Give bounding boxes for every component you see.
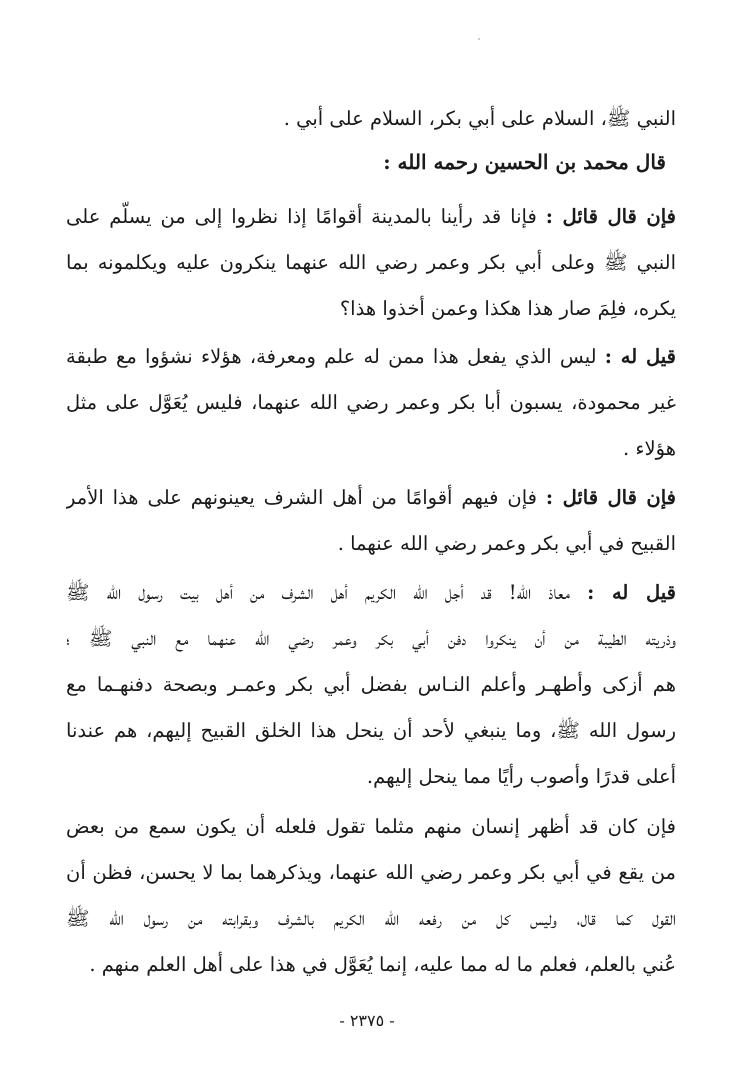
- paragraph-line: وذريته الطيبة من أن ينكروا دفن أبي بكر وعمر رضي الله عنهما مع النبي ﷺ ؛: [66, 627, 676, 650]
- paragraph-line: من يقع في أبي بكر وعمر رضي الله عنهما، ويذكرهما بما لا يحسن، فظن أن: [66, 861, 676, 884]
- paragraph-lead: قيل له :: [587, 581, 676, 604]
- paragraph-lead: فإن قال قائل :: [545, 205, 676, 228]
- paragraph-line: [66, 475, 676, 521]
- line-text: فإنا قد رأينا بالمدينة أقوامًا إذا نظروا إلى من يسلّم على: [66, 205, 537, 228]
- paragraph-line: القول كما قال، وليس كل من رفعه الله الكريم بالشرف وبقرابته من رسول الله ﷺ: [66, 907, 676, 930]
- paragraph-line: عُني بالعلم، فعلم ما له مما عليه، إنما يُعَوَّل في هذا على أهل العلم منهم .: [89, 953, 676, 976]
- paragraph-line: [66, 570, 676, 616]
- scan-speck: [478, 38, 480, 40]
- paragraph-4: [66, 570, 676, 800]
- paragraph-3: [66, 475, 676, 567]
- paragraph-line: رسول الله ﷺ، وما ينبغي لأحد أن ينحل هذا الخلق القبيح إليهم، هم عندنا: [66, 719, 676, 742]
- paragraph-line: فإن كان قد أظهر إنسان منهم مثلما تقول فلعله أن يكون سمع من بعض: [66, 815, 676, 838]
- paragraph-line: النبي ﷺ وعلى أبي بكر وعمر رضي الله عنهما ينكرون عليه ويكلمونه بما: [66, 251, 676, 274]
- paragraph-line: هم أزكى وأطهـر وأعلم النـاس بفضل أبي بكر وعمـر وبصحة دفنهـما مع: [66, 673, 676, 696]
- section-heading: قال محمد بن الحسين رحمه الله :: [383, 150, 666, 174]
- paragraph-line: [66, 194, 676, 240]
- line-text: فإن فيهم أقوامًا من أهل الشرف يعينونهم على هذا الأمر: [66, 486, 537, 509]
- paragraph-lead: فإن قال قائل :: [545, 486, 676, 509]
- opening-line: النبي ﷺ، السلام على أبي بكر، السلام على أبي .: [283, 107, 676, 130]
- paragraph-line: غير محمودة، يسبون أبا بكر وعمر رضي الله عنهما، فليس يُعَوَّل على مثل: [66, 391, 676, 414]
- line-text: ليس الذي يفعل هذا ممن له علم ومعرفة، هؤلاء نشؤوا مع طبقة: [66, 345, 597, 368]
- paragraph-1: [66, 194, 676, 332]
- paragraph-line: يكره، فلِمَ صار هذا هكذا وعمن أخذوا هذا؟: [339, 297, 676, 320]
- paragraph-line: القبيح في أبي بكر وعمر رضي الله عنهما .: [337, 532, 676, 555]
- paragraph-line: أعلى قدرًا وأصوب رأيًا مما ينحل إليهم.: [366, 765, 676, 788]
- paragraph-5: [66, 804, 676, 988]
- paragraph-lead: قيل له :: [604, 345, 676, 368]
- page-number: - ٢٣٧٥ -: [339, 1011, 395, 1030]
- paragraph-line: هؤلاء .: [622, 437, 676, 460]
- paragraph-2: [66, 334, 676, 472]
- opening-line-block: [66, 96, 676, 142]
- paragraph-line: [66, 334, 676, 380]
- line-text: معاذ الله! قد أجل الله الكريم أهل الشرف من أهل بيت رسول الله ﷺ: [66, 581, 570, 604]
